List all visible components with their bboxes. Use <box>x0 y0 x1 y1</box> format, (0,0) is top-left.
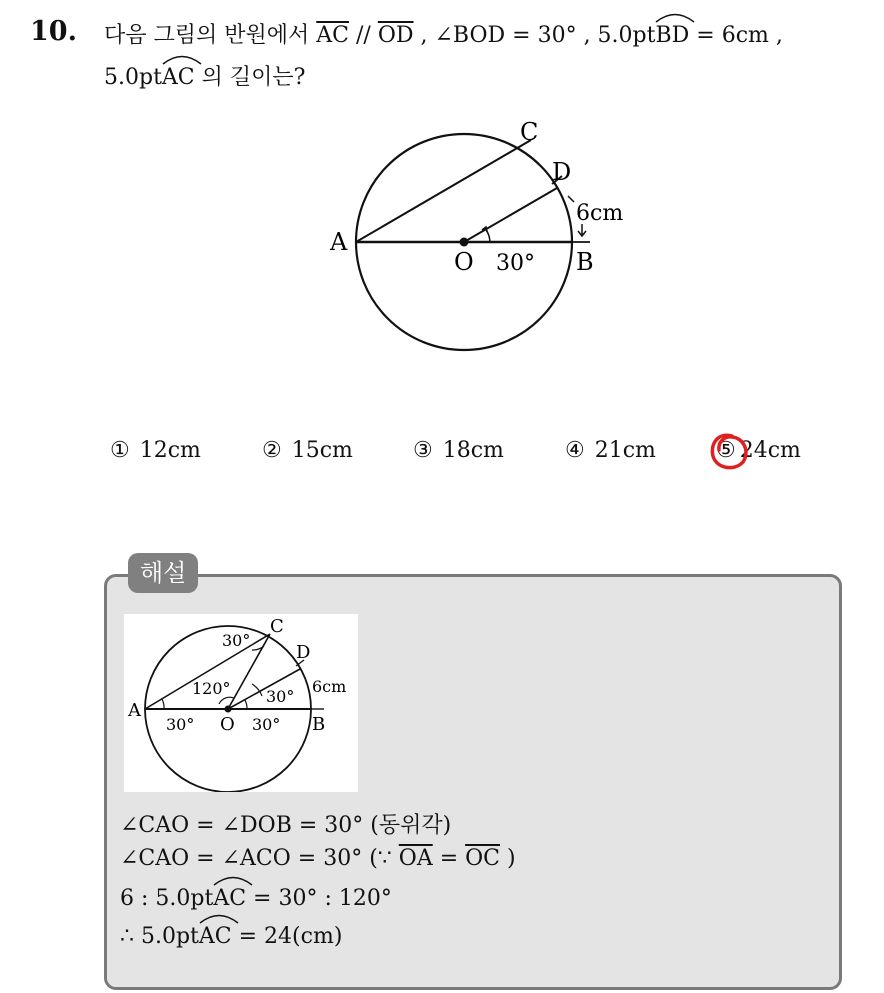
solution-label-length: 6cm <box>312 677 347 696</box>
solution-label-c: C <box>270 616 284 637</box>
center-point <box>460 238 469 247</box>
solution-arc-ac-2: AC <box>199 924 232 949</box>
parallel-symbol: // <box>349 23 378 48</box>
length-arrow-top-icon <box>568 196 574 202</box>
segment-oa: $\overline{OA}$ <box>398 846 433 871</box>
arc-mark-icon <box>655 11 695 23</box>
answer-choices <box>110 438 830 474</box>
solution-label-angle-center: 120° <box>192 679 231 698</box>
label-b: B <box>576 248 594 276</box>
arc-angle-a <box>162 699 164 709</box>
label-angle: 30° <box>496 251 535 276</box>
question-ask: 의 길이는? <box>194 65 306 90</box>
solution-figure <box>124 614 358 792</box>
question-line-2 <box>104 60 305 91</box>
label-d: D <box>552 158 572 186</box>
label-length: 6cm <box>576 201 624 226</box>
angle-arc <box>485 228 490 242</box>
solution-arc-ac-1: AC <box>213 886 246 911</box>
solution-label-b: B <box>312 714 326 735</box>
label-a: A <box>330 228 348 256</box>
solution-label-o: O <box>220 714 235 735</box>
choice-3[interactable]: ③ 18cm <box>413 438 504 463</box>
question-prefix: 5.0pt <box>104 65 162 90</box>
choice-2[interactable]: ② 15cm <box>262 438 353 463</box>
choice-4[interactable]: ④ 21cm <box>565 438 656 463</box>
arc-ac: AC <box>162 65 195 90</box>
solution-label-angle-a: 30° <box>166 715 195 734</box>
solution-label-a: A <box>128 700 141 721</box>
solution-line-2: ∠CAO = ∠ACO = 30° (∵ $\overline{OA} = \overline{OC}$ ) <box>120 846 516 871</box>
question-line-1 <box>104 18 783 49</box>
question-number: 10. <box>30 16 77 47</box>
choice-5[interactable]: ⑤ 24cm <box>716 438 801 463</box>
segment-oc: $\overline{OC}$ <box>465 846 501 871</box>
arc-angle-b <box>245 700 247 709</box>
arc-bd: BD <box>655 23 689 48</box>
choice-1[interactable]: ① 12cm <box>110 438 201 463</box>
arc-mark-icon <box>199 912 239 924</box>
answer-circle-mark-icon <box>708 430 750 474</box>
solution-tag: 해설 <box>128 553 198 593</box>
solution-diagram <box>124 614 358 792</box>
solution-label-d: D <box>296 642 311 663</box>
arc-mark-icon <box>213 874 253 886</box>
solution-label-angle-d: 30° <box>266 687 295 706</box>
solution-line-3: 6 : 5.0pt AC = 30° : 120° <box>120 886 392 911</box>
radius-od <box>464 188 557 242</box>
solution-line-4: ∴ 5.0pt AC = 24(cm) <box>120 924 342 949</box>
segment-ac: $\overline{AC}$ <box>316 23 349 48</box>
solution-label-angle-c: 30° <box>222 631 251 650</box>
label-c: C <box>520 118 539 146</box>
segment-od: $\overline{OD}$ <box>377 23 414 48</box>
solution-line-1: ∠CAO = ∠DOB = 30° (동위각) <box>120 813 452 838</box>
solution-label-angle-b: 30° <box>252 715 281 734</box>
question-condition-2: = 6cm , <box>689 23 783 48</box>
semicircle-figure <box>320 118 650 358</box>
solution-center <box>225 706 232 713</box>
label-o: O <box>454 248 474 276</box>
arc-mark-icon <box>162 53 202 65</box>
question-condition: , ∠BOD = 30° , 5.0pt <box>413 23 656 48</box>
question-text: 다음 그림의 반원에서 <box>104 23 310 48</box>
chord-ac <box>356 140 531 242</box>
